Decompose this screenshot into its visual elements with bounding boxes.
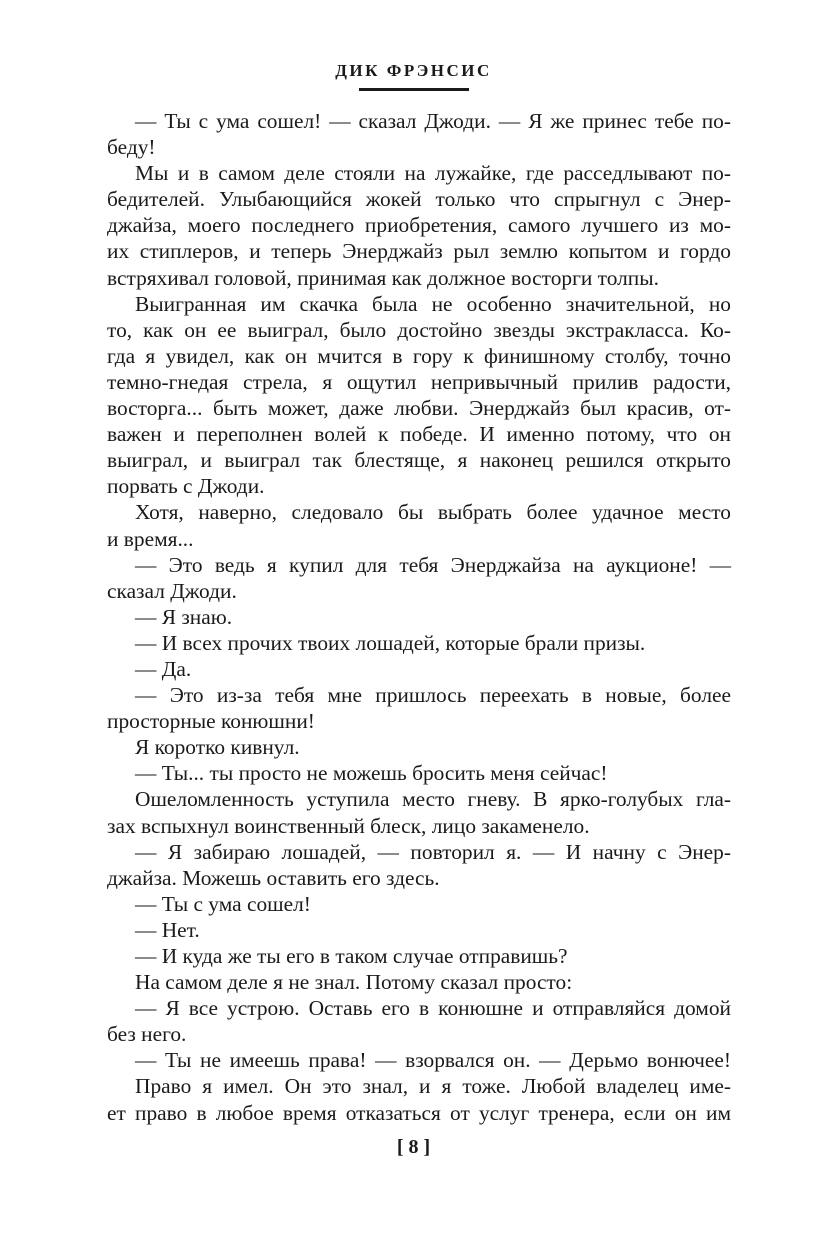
- text-line: джайза. Можешь оставить его здесь.: [107, 865, 440, 890]
- text-line: — И всех прочих твоих лошадей, которые брали призы.: [135, 630, 646, 655]
- text-line: — Я знаю.: [135, 604, 233, 629]
- header-rule: [359, 88, 469, 91]
- text-line: порвать с Джоди.: [107, 474, 265, 499]
- text-line: — Я все устрою. Оставь его в конюшне и отправляйся домой: [135, 996, 731, 1021]
- text-line: На самом деле я не знал. Потому сказал просто:: [135, 970, 573, 995]
- text-line: — Ты с ума сошел!: [135, 891, 311, 916]
- text-line: и время...: [107, 526, 194, 551]
- text-line: гда я увидел, как он мчится в гору к финишному столбу, точно: [107, 343, 731, 368]
- text-line: Мы и в самом деле стояли на лужайке, где расседлывают по-: [135, 161, 731, 186]
- text-line: восторга... быть может, даже любви. Энерджайз был красив, от-: [107, 396, 731, 421]
- text-line: зах вспыхнул воинственный блеск, лицо закаменело.: [107, 813, 590, 838]
- text-line: Ошеломленность уступила место гневу. В ярко-голубых гла-: [135, 787, 731, 812]
- author-name: ДИК ФРЭНСИС: [335, 61, 492, 80]
- text-line: — Нет.: [135, 917, 200, 942]
- text-line: беду!: [107, 135, 156, 160]
- text-line: — Я забираю лошадей, — повторил я. — И начну с Энер-: [135, 839, 731, 864]
- text-line: ет право в любое время отказаться от услуг тренера, если он им: [107, 1100, 731, 1125]
- text-line: Право я имел. Он это знал, и я тоже. Любой владелец име-: [135, 1074, 731, 1099]
- text-line: то, как он ее выиграл, было достойно звезды экстракласса. Ко-: [107, 317, 731, 342]
- text-line: бедителей. Улыбающийся жокей только что спрыгнул с Энер-: [107, 187, 731, 212]
- text-line: Я коротко кивнул.: [135, 735, 300, 760]
- text-line: — Это из-за тебя мне пришлось переехать в новые, более: [135, 683, 731, 708]
- text-line: — И куда же ты его в таком случае отправишь?: [135, 944, 568, 968]
- text-line: встряхивал головой, принимая как должное восторги толпы.: [107, 265, 659, 290]
- text-line: — Да.: [135, 656, 192, 681]
- page-number: [ 8 ]: [396, 1136, 431, 1158]
- text-line: — Это ведь я купил для тебя Энерджайза на аукционе! —: [135, 552, 731, 577]
- text-line: Хотя, наверно, следовало бы выбрать более удачное место: [135, 500, 731, 525]
- text-line: их стиплеров, и теперь Энерджайз рыл землю копытом и гордо: [107, 239, 731, 264]
- text-line: без него.: [107, 1022, 187, 1047]
- text-line: важен и переполнен волей к победе. И именно потому, что он: [107, 422, 731, 447]
- text-line: выиграл, и выиграл так блестяще, я наконец решился открыто: [107, 448, 731, 473]
- text-line: — Ты с ума сошел! — сказал Джоди. — Я же принес тебе по-: [135, 109, 731, 133]
- text-line: Выигранная им скачка была не особенно значительной, но: [135, 291, 731, 316]
- body-text: [107, 108, 731, 1126]
- text-line: джайза, моего последнего приобретения, самого лучшего из мо-: [107, 213, 731, 238]
- text-line: просторные конюшни!: [107, 709, 315, 734]
- text-line: — Ты... ты просто не можешь бросить меня сейчас!: [135, 761, 608, 786]
- text-line: сказал Джоди.: [107, 578, 237, 603]
- running-header: [0, 60, 827, 91]
- text-line: темно-гнедая стрела, я ощутил непривычный прилив радости,: [107, 369, 731, 394]
- text-line: — Ты не имеешь права! — взорвался он. — Дерьмо вонючее!: [135, 1048, 731, 1073]
